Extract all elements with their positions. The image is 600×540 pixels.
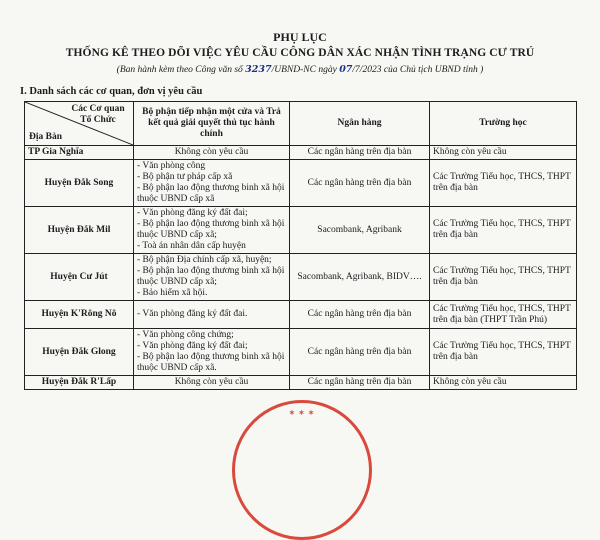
area-name: Huyện K'Rông Nô bbox=[25, 301, 134, 329]
appendix-title: PHỤ LỤC bbox=[273, 30, 327, 44]
issued-note bbox=[0, 64, 600, 75]
diagonal-header-cell bbox=[25, 102, 134, 146]
one-stop-cell bbox=[134, 329, 290, 376]
one-stop-item: - Bộ phận lao động thương binh xã hội thuộc UBND cấp xã. bbox=[137, 352, 285, 373]
issued-prefix: (Ban hành kèm theo Công văn số bbox=[116, 65, 243, 75]
document-subtitle: THỐNG KÊ THEO DÕI VIỆC YÊU CẦU CÔNG DÂN XÁC NHẬN TÌNH TRẠNG CƯ TRÚ bbox=[65, 47, 535, 59]
school-cell: Các Trường Tiểu học, THCS, THPT trên địa bàn bbox=[430, 207, 577, 254]
area-name: Huyện Đắk Mil bbox=[25, 207, 134, 254]
school-cell: Các Trường Tiểu học, THCS, THPT trên địa bàn bbox=[430, 160, 577, 207]
school-cell: Các Trường Tiểu học, THCS, THPT trên địa bàn bbox=[430, 329, 577, 376]
bank-cell: Các ngân hàng trên địa bàn bbox=[290, 376, 430, 390]
red-seal-stamp bbox=[232, 400, 372, 540]
bank-cell: Sacombank, Agribank, BIDV…. bbox=[290, 254, 430, 301]
seal-lettering: ✶ ✶ ✶ bbox=[288, 409, 316, 417]
table-row bbox=[25, 160, 577, 207]
school-cell: Các Trường Tiểu học, THCS, THPT trên địa bàn bbox=[430, 254, 577, 301]
doc-day: 07 bbox=[339, 64, 353, 75]
table-row bbox=[25, 254, 577, 301]
table-row bbox=[25, 146, 577, 160]
school-cell: Không còn yêu cầu bbox=[430, 146, 577, 160]
one-stop-item: - Bộ phận tư pháp cấp xã bbox=[137, 172, 233, 182]
one-stop-item: - Văn phòng đăng ký đất đai; bbox=[137, 208, 248, 218]
area-name: Huyện Cư Jút bbox=[25, 254, 134, 301]
one-stop-item: - Bảo hiểm xã hội. bbox=[137, 288, 208, 298]
table-row bbox=[25, 207, 577, 254]
one-stop-cell bbox=[134, 160, 290, 207]
one-stop-item: - Văn phòng công bbox=[137, 161, 206, 171]
one-stop-cell bbox=[134, 207, 290, 254]
one-stop-item: - Bộ phận lao động thương binh xã hội thuộc UBND cấp xã; bbox=[137, 266, 285, 287]
one-stop-cell: Không còn yêu cầu bbox=[134, 376, 290, 390]
table-header-row bbox=[25, 102, 577, 146]
agency-table bbox=[24, 101, 577, 390]
school-cell: Không còn yêu cầu bbox=[430, 376, 577, 390]
header-area: Địa Bàn bbox=[29, 132, 62, 142]
section-title: I. Danh sách các cơ quan, đơn vị yêu cầu bbox=[20, 86, 203, 97]
one-stop-item: - Bộ phận Địa chính cấp xã, huyện; bbox=[137, 255, 272, 265]
area-name: Huyện Đắk R'Lấp bbox=[25, 376, 134, 390]
one-stop-item: - Toà án nhân dân cấp huyện bbox=[137, 241, 246, 251]
header-school: Trường học bbox=[430, 102, 577, 146]
header-bank: Ngân hàng bbox=[290, 102, 430, 146]
bank-cell: Các ngân hàng trên địa bàn bbox=[290, 146, 430, 160]
doc-number: 3237 bbox=[245, 64, 272, 75]
one-stop-item: - Văn phòng đăng ký đất đai; bbox=[137, 341, 248, 351]
issued-suffix: /7/2023 của Chủ tịch UBND tỉnh ) bbox=[352, 65, 484, 75]
table-row bbox=[25, 376, 577, 390]
bank-cell: Các ngân hàng trên địa bàn bbox=[290, 160, 430, 207]
header-one-stop: Bộ phận tiếp nhận một cửa và Trả kết quả giải quyết thủ tục hành chính bbox=[134, 102, 290, 146]
area-name: Huyện Đắk Glong bbox=[25, 329, 134, 376]
one-stop-cell bbox=[134, 254, 290, 301]
school-cell: Các Trường Tiểu học, THCS, THPT trên địa bàn (THPT Trần Phú) bbox=[430, 301, 577, 329]
area-name: Huyện Đắk Song bbox=[25, 160, 134, 207]
one-stop-item: - Văn phòng công chứng; bbox=[137, 330, 234, 340]
one-stop-item: - Bộ phận lao động thương binh xã hội thuộc UBND cấp xã; bbox=[137, 219, 285, 240]
issued-mid: /UBND-NC ngày bbox=[271, 65, 337, 75]
area-name: TP Gia Nghĩa bbox=[25, 146, 134, 160]
bank-cell: Sacombank, Agribank bbox=[290, 207, 430, 254]
bank-cell: Các ngân hàng trên địa bàn bbox=[290, 301, 430, 329]
table-row bbox=[25, 301, 577, 329]
header-organizations: Các Cơ quan Tổ Chức bbox=[71, 104, 125, 125]
table-row bbox=[25, 329, 577, 376]
one-stop-item: - Bộ phận lao động thương binh xã hội thuộc UBND cấp xã bbox=[137, 183, 285, 204]
one-stop-cell: - Văn phòng đăng ký đất đai. bbox=[134, 301, 290, 329]
bank-cell: Các ngân hàng trên địa bàn bbox=[290, 329, 430, 376]
one-stop-cell: Không còn yêu cầu bbox=[134, 146, 290, 160]
